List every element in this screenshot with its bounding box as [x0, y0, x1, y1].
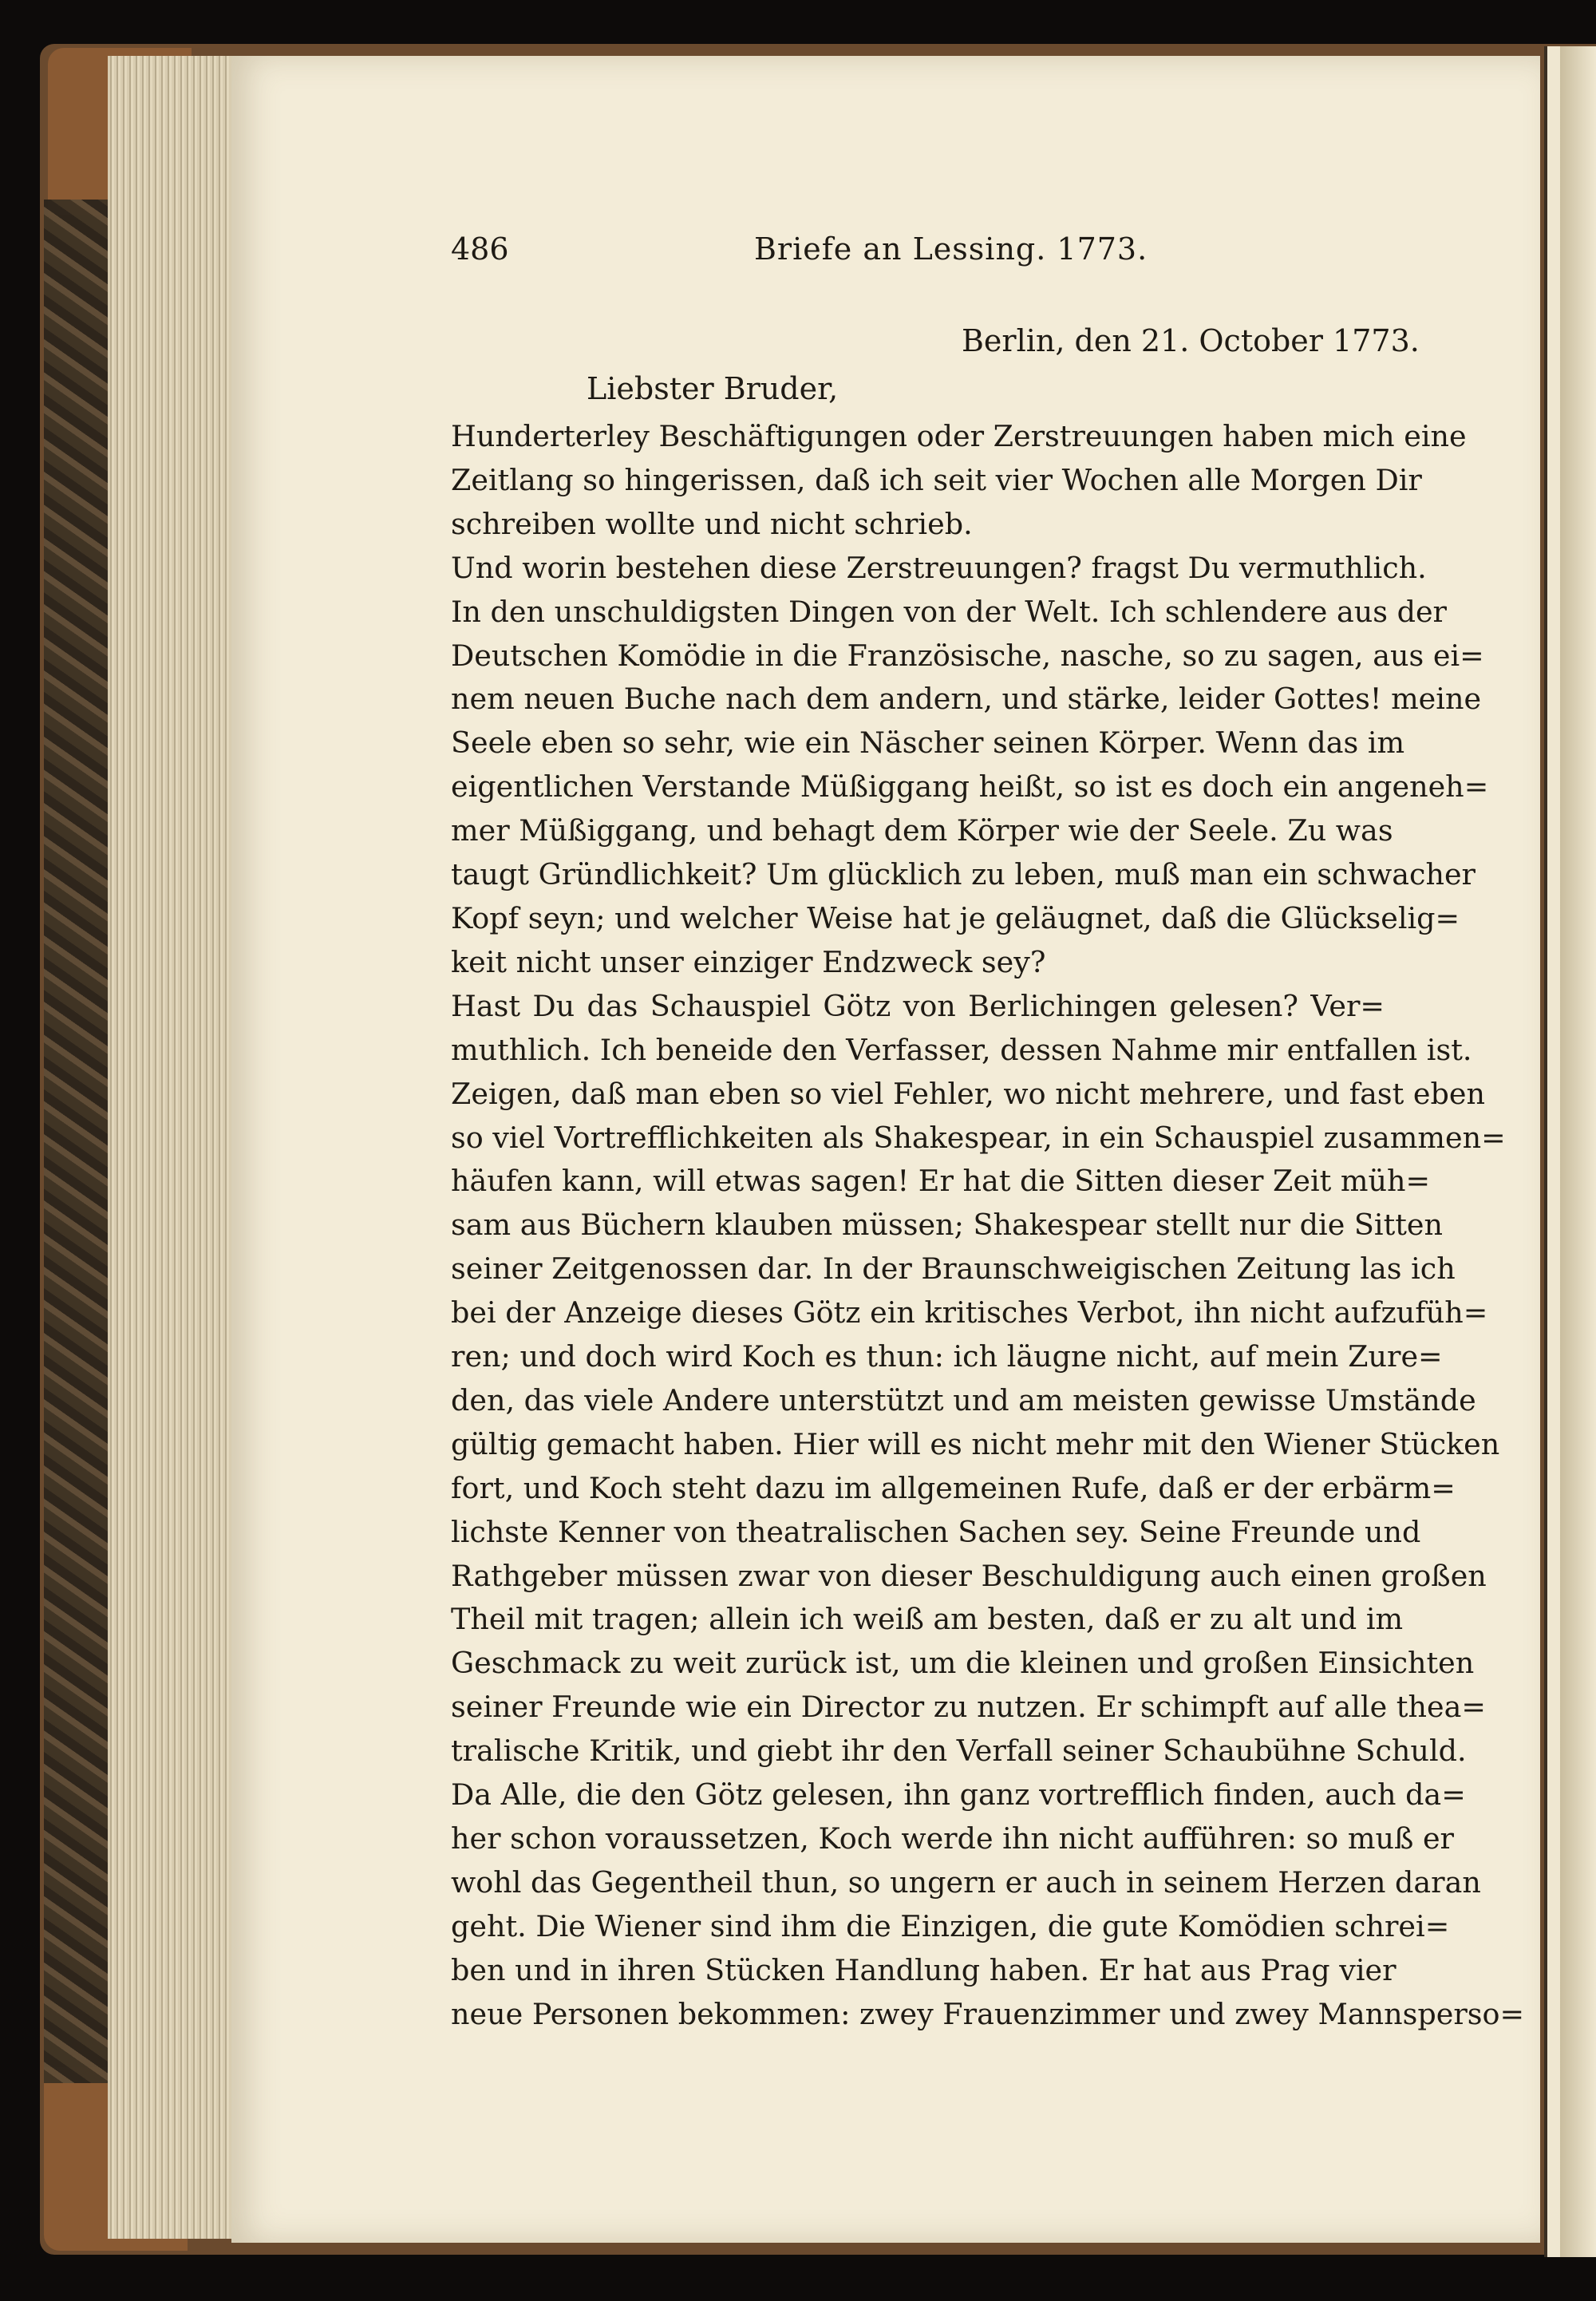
page-header [451, 231, 1385, 279]
text-line: so viel Vortrefflichkeiten als Shakespear, in ein Schauspiel zusammen= [451, 1120, 1506, 1155]
text-line: bei der Anzeige dieses Götz ein kritisches Verbot, ihn nicht aufzufüh= [451, 1295, 1488, 1330]
facing-page-gutter [1560, 46, 1596, 2257]
page-edges [108, 56, 235, 2239]
text-line: eigentlichen Verstande Müßiggang heißt, so ist es doch ein angeneh= [451, 769, 1489, 805]
text-line: ben und in ihren Stücken Handlung haben. Er hat aus Prag vier [451, 1952, 1396, 1987]
text-line: seiner Freunde wie ein Director zu nutzen. Er schimpft auf alle thea= [451, 1690, 1486, 1725]
text-line: muthlich. Ich beneide den Verfasser, dessen Nahme mir entfallen ist. [451, 1032, 1472, 1067]
letter-salutation: Liebster Bruder, [587, 371, 839, 406]
text-line: seiner Zeitgenossen dar. In der Braunschweigischen Zeitung las ich [451, 1251, 1456, 1287]
text-line: gültig gemacht haben. Hier will es nicht mehr mit den Wiener Stücken [451, 1426, 1500, 1461]
text-line: lichste Kenner von theatralischen Sachen sey. Seine Freunde und [451, 1514, 1421, 1549]
text-line: fort, und Koch steht dazu im allgemeinen Rufe, daß er der erbärm= [451, 1470, 1456, 1505]
text-line: ren; und doch wird Koch es thun: ich läugne nicht, auf mein Zure= [451, 1339, 1443, 1374]
letter-dateline: Berlin, den 21. October 1773. [962, 323, 1420, 358]
running-title: Briefe an Lessing. 1773. [754, 231, 1148, 267]
text-line: nem neuen Buche nach dem andern, und stärke, leider Gottes! meine [451, 682, 1482, 717]
text-line: tralische Kritik, und giebt ihr den Verfall seiner Schaubühne Schuld. [451, 1734, 1467, 1769]
text-line: sam aus Büchern klauben müssen; Shakespear stellt nur die Sitten [451, 1208, 1444, 1243]
text-line: Zeitlang so hingerissen, daß ich seit vier Wochen alle Morgen Dir [451, 462, 1422, 497]
text-line: häufen kann, will etwas sagen! Er hat die Sitten dieser Zeit müh= [451, 1164, 1431, 1199]
text-line: Geschmack zu weit zurück ist, um die kleinen und großen Einsichten [451, 1646, 1475, 1681]
text-line: keit nicht unser einziger Endzweck sey? [451, 944, 1046, 979]
text-line: In den unschuldigsten Dingen von der Welt. Ich schlendere aus der [451, 594, 1447, 629]
page-number: 486 [451, 231, 509, 267]
text-line: Theil mit tragen; allein ich weiß am besten, daß er zu alt und im [451, 1602, 1404, 1637]
text-line: Und worin bestehen diese Zerstreuungen? fragst Du vermuthlich. [451, 550, 1427, 585]
text-line: Hast Du das Schauspiel Götz von Berlichingen gelesen? Ver= [451, 988, 1385, 1023]
text-line: den, das viele Andere unterstützt und am meisten gewisse Umstände [451, 1382, 1476, 1417]
text-line: Kopf seyn; und welcher Weise hat je geläugnet, daß die Glückselig= [451, 900, 1460, 935]
text-line: Seele eben so sehr, wie ein Näscher seinen Körper. Wenn das im [451, 725, 1405, 761]
text-line: Rathgeber müssen zwar von dieser Beschuldigung auch einen großen [451, 1558, 1487, 1593]
letter-body [451, 415, 1525, 2037]
text-line: wohl das Gegentheil thun, so ungern er auch in seinem Herzen daran [451, 1864, 1481, 1900]
text-line: schreiben wollte und nicht schrieb. [451, 506, 973, 541]
text-line: neue Personen bekommen: zwey Frauenzimmer und zwey Mannsperso= [451, 1996, 1525, 2031]
text-line: her schon voraussetzen, Koch werde ihn nicht aufführen: so muß er [451, 1821, 1455, 1856]
text-line: Da Alle, die den Götz gelesen, ihn ganz vortrefflich finden, auch da= [451, 1777, 1466, 1813]
text-line: taugt Gründlichkeit? Um glücklich zu leben, muß man ein schwacher [451, 857, 1476, 892]
marbled-board [44, 200, 116, 2083]
text-line: Deutschen Komödie in die Französische, nasche, so zu sagen, aus ei= [451, 638, 1484, 673]
text-line: Zeigen, daß man eben so viel Fehler, wo nicht mehrere, und fast eben [451, 1076, 1485, 1111]
text-line: geht. Die Wiener sind ihm die Einzigen, die gute Komödien schrei= [451, 1908, 1450, 1943]
text-line: mer Müßiggang, und behagt dem Körper wie der Seele. Zu was [451, 813, 1393, 848]
text-line: Hunderterley Beschäftigungen oder Zerstreuungen haben mich eine [451, 419, 1467, 453]
